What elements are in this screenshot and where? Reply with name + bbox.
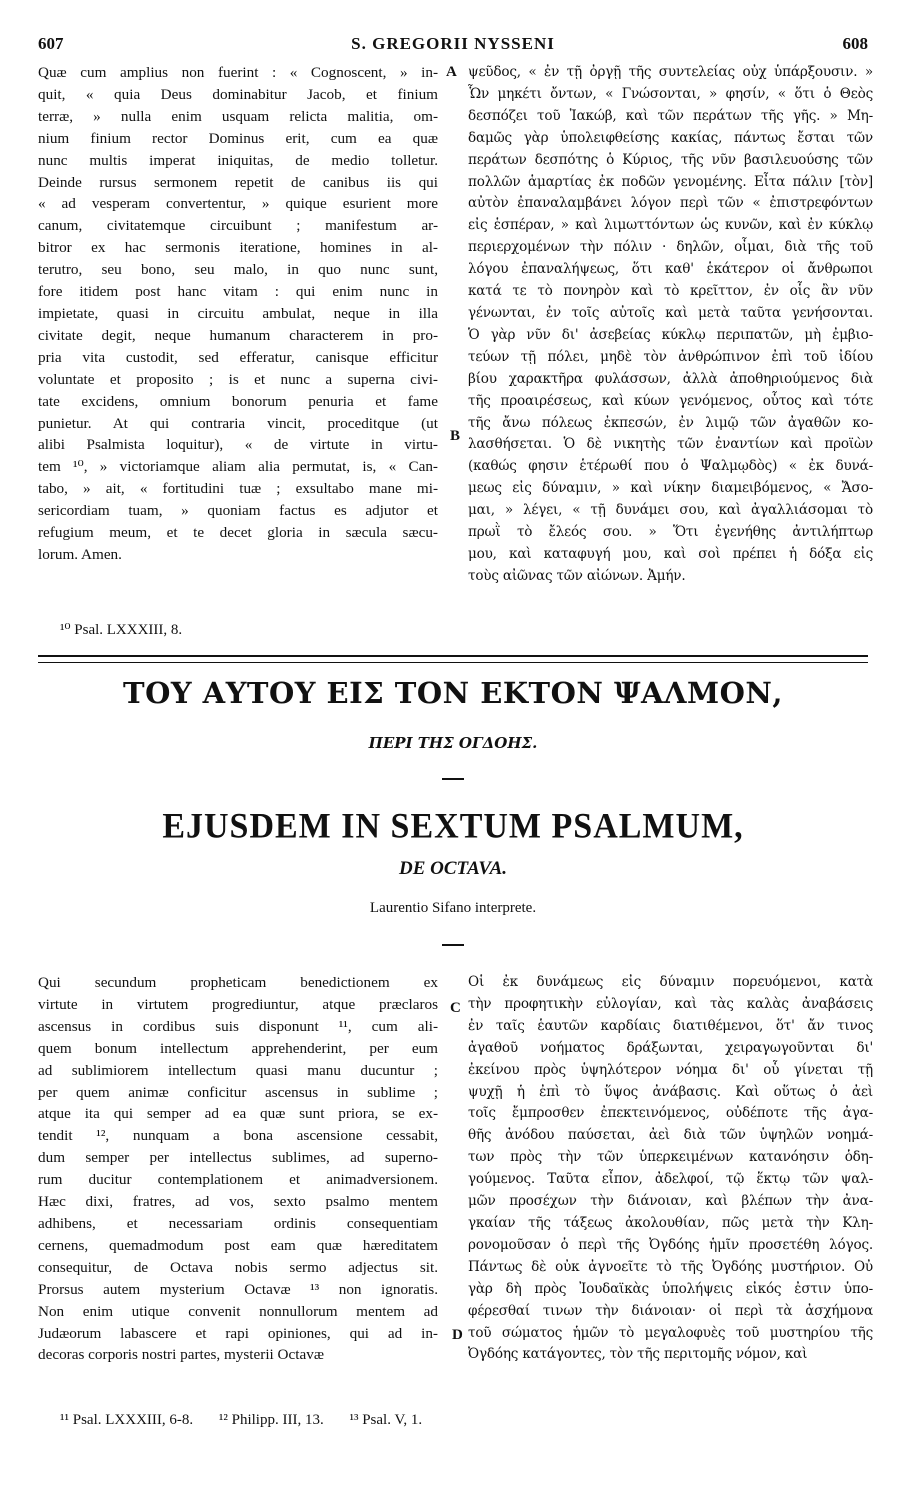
text-line: per quem animæ conficitur ascensus in sublime ; [38, 1083, 438, 1101]
text-line: atque ita qui semper ad ea quæ sunt priora, se ex- [38, 1105, 438, 1123]
text-line: canum, civitatemque circuibunt ; manifestum ar- [38, 217, 438, 235]
text-line: πολλῶν ἁμαρτίας ἐκ ποδῶν γενομένης. Εἶτα πάλιν [τὸν] [468, 173, 873, 190]
bottom-latin-column [38, 972, 438, 1366]
text-line: μεως εἰς δύναμιν, » καὶ νίκην διαμειβόμενος, « Ἄσο- [468, 480, 873, 497]
margin-marker-a: A [446, 64, 457, 80]
text-line: virtute in virtutem progrediuntur, atque præclaros [38, 995, 438, 1013]
text-line: ἀγαθοῦ νοήματος δράξωνται, χειραγωγοῦνται δι' [468, 1039, 873, 1056]
text-line: ψυχῇ ἡ ἐπὶ τὸ ὕψος ἀνάβασις. Καὶ οὕτως ὁ ἀεὶ [468, 1083, 873, 1100]
bottom-footnotes [60, 1412, 444, 1429]
text-line: Πάντως δὲ οὐκ ἀγνοεῖτε τὸ τῆς Ὀγδόης μυστήριον. Οὐ [468, 1258, 873, 1275]
section-subtitle-greek: ΠΕΡΙ ΤΗΣ ΟΓΔΟΗΣ. [368, 734, 538, 752]
text-line: tem ¹⁰, » victoriamque aliam alia permutat, is, « Can- [38, 458, 438, 476]
page-number-right: 608 [842, 34, 868, 53]
running-title: S. GREGORII NYSSENI [351, 34, 555, 53]
text-line: τῆς προαιρέσεως, καὶ κύων γενόμενος, οὗτος καὶ τότε [468, 392, 873, 409]
text-line: nunc multis imperat iniquitas, de medio tolletur. [38, 151, 438, 169]
text-line: adhibens, et necessariam ordinis consequentiam [38, 1214, 438, 1232]
margin-marker-d: D [452, 1327, 463, 1343]
footnote-11: ¹¹ Psal. LXXXIII, 6-8. [60, 1412, 194, 1428]
text-line: βίου χαρακτῆρα φυλάσσων, ἀλλὰ ἀποθηριούμενος διὰ [468, 370, 873, 387]
text-line: Prorsus autem mysterium Octavæ ¹³ non ignoratis. [38, 1280, 438, 1298]
text-line: Judæorum labascere et rapi opiniones, qui ad in- [38, 1324, 438, 1342]
text-line: punietur. At qui contraria vincit, proceditque (ut [38, 414, 438, 432]
text-line: δεσπόζει τοῦ Ἰακώβ, καὶ τῶν περάτων τῆς γῆς. » Μη- [468, 107, 873, 124]
text-line: tendit ¹², nunquam a bona ascensione cessabit, [38, 1127, 438, 1145]
section-title-latin: EJUSDEM IN SEXTUM PSALMUM, [162, 807, 744, 846]
footnote-13: ¹³ Psal. V, 1. [349, 1412, 423, 1428]
text-line: τοὺς αἰῶνας τῶν αἰώνων. Ἀμήν. [468, 567, 686, 584]
top-footnote: ¹⁰ Psal. LXXXIII, 8. [60, 622, 183, 638]
top-greek-column [468, 62, 873, 588]
text-line: cernens, quemadmodum post eam quæ hæreditatem [38, 1236, 438, 1254]
text-line: τοῖς ἔμπροσθεν ἐπεκτεινόμενος, οὐδέποτε τῆς ἀγα- [468, 1105, 873, 1122]
text-line: tate excidens, omnium bonorum penuria et fame [38, 392, 438, 410]
text-line: terræ, » nulla enim usquam relicta malitia, om- [38, 107, 438, 125]
text-line: ρονομοῦσαν ὁ περὶ τῆς Ὀγδόης ἡμῖν προσετέθη λόγος. [468, 1236, 873, 1253]
translator-dash [442, 944, 464, 946]
text-line: rum ducitur contemplationem et animadversionem. [38, 1171, 438, 1189]
text-line: λόγου ἐπαναλήψεως, ὅτι καθ' ἑκάτερον οἱ ἄνθρωποι [468, 261, 873, 278]
text-line: αὐτὸν ἐπαναλαμβάνει λόγον περὶ τῶν « ἐπιστρεφόντων [468, 195, 873, 212]
running-head [38, 34, 868, 58]
translator-credit: Laurentio Sifano interprete. [369, 900, 537, 916]
text-line: terutro, seu bono, seu malo, in quo nunc sunt, [38, 261, 438, 279]
section-subtitle-latin: DE OCTAVA. [398, 858, 508, 879]
text-line: decoras corporis nostri partes, mysterii Octavæ [38, 1346, 324, 1364]
text-line: μαι, » λέγει, « τῇ δυνάμει σου, καὶ ἀγαλλιάσομαι τὸ [468, 502, 873, 519]
text-line: quem bonum intellectum apprehenderint, per eum [38, 1039, 438, 1057]
text-line: περάτων δεσπότης ὁ Κύριος, τῆς νῦν βασιλευούσης τῶν [468, 151, 873, 168]
text-line: civitate degit, neque humanum characterem in pro- [38, 326, 438, 344]
text-line: μου, καὶ καταφυγή μου, καὶ σοὶ πρέπει ἡ δόξα εἰς [468, 545, 873, 562]
text-line: γὰρ δὴ πρὸς Ἰουδαϊκὰς ὑπολήψεις εἰκός ἐστιν ὑπο- [468, 1280, 873, 1297]
text-line: « ad vesperam convertentur, » quique esurient more [38, 195, 438, 213]
text-line: Ὁ γὰρ νῦν δι' ἀσεβείας κύκλῳ περιπατῶν, μὴ ἐμβιο- [468, 326, 873, 343]
text-line: nium finium rector Dominus erit, cum ea quæ [38, 129, 438, 147]
text-line: ad sublimiorem intellectum quasi manu ducuntur ; [38, 1061, 438, 1079]
text-line: Quæ cum amplius non fuerint : « Cognoscent, » in- [38, 64, 438, 81]
text-line: γούμενος. Ταῦτα εἶπον, ἀδελφοί, τῷ ἕκτῳ τῶν ψαλ- [468, 1171, 873, 1188]
text-line: εἰς ἑσπέραν, » καὶ λιμωττόντων ὡς κυνῶν, καὶ ἐν κύκλῳ [468, 217, 873, 234]
text-line: ἐν ταῖς ἑαυτῶν καρδίαις διατιθέμενοι, ὅτ' ἄν τινος [468, 1017, 873, 1034]
text-line: voluntate et proposito ; is et nunc a superna civi- [38, 370, 438, 388]
text-line: dum semper per intellectus sublimes, ad superno- [38, 1149, 438, 1167]
text-line: των πρὸς τὴν τῶν ὑπερκειμένων κατανόησιν ὁδη- [468, 1149, 873, 1166]
text-line: ascensus in cordibus suis disponunt ¹¹, cum ali- [38, 1017, 438, 1035]
text-line: λασθήσεται. Ὁ δὲ νικητὴς τῶν ἐναντίων καὶ προϊὼν [468, 436, 873, 453]
footnote-12: ¹² Philipp. III, 13. [218, 1412, 324, 1428]
text-line: τοῦ σώματος ἡμῶν τὸ μεγαλοφυὲς τοῦ μυστηρίου τῆς [468, 1324, 873, 1341]
text-line: alibi Psalmista loquitur), « de virtute in virtu- [38, 436, 438, 454]
text-line: ψεῦδος, « ἐν τῇ ὀργῇ τῆς συντελείας οὐχ ὑπάρξουσιν. » [468, 64, 873, 80]
text-line: fore itidem post hanc vitam : qui enim nunc in [38, 283, 438, 301]
text-line: Ὧν μηκέτι ὄντων, « Γνώσονται, » φησίν, « ὅτι ὁ Θεὸς [468, 85, 873, 102]
text-line: consequitur, de Octava nobis sermo adjectus sit. [38, 1258, 438, 1276]
text-line: bitror ex hac sermonis iteratione, homines in al- [38, 239, 438, 257]
page-number-left: 607 [38, 34, 64, 53]
text-line: (καθώς φησιν ἑτέρωθί που ὁ Ψαλμῳδὸς) « ἐκ δυνά- [468, 458, 873, 475]
text-line: μῶν προσέχων τὴν διάνοιαν, καὶ βλέπων τὴν ἀνα- [468, 1193, 873, 1210]
text-line: τὴν προφητικὴν εὐλογίαν, καὶ τὰς καλὰς ἀναβάσεις [468, 995, 873, 1012]
margin-marker-b: B [450, 428, 461, 444]
text-line: Ὀγδόης κατάγοντες, τὸν τῆς περιτομῆς νόμον, καὶ [468, 1346, 808, 1363]
bottom-greek-column [468, 972, 873, 1366]
title-dash [442, 778, 464, 780]
text-line: Οἱ ἐκ δυνάμεως εἰς δύναμιν πορευόμενοι, κατὰ [468, 974, 873, 990]
text-line: refugium meum, et te decet gloria in sæcula sæcu- [38, 524, 438, 542]
text-line: τῆς ἄνω πόλεως ἐκπεσών, ἐν λιμῷ τῶν ἀγαθῶν κο- [468, 414, 873, 431]
text-line: pria vita custodit, sed efferatur, canisque efficitur [38, 348, 438, 366]
text-line: tabo, » ait, « fortitudini tuæ ; exsultabo mane mi- [38, 480, 438, 498]
text-line: Deinde rursus sermonem repetit de canibus iis qui [38, 173, 438, 191]
section-divider [38, 655, 868, 663]
text-line: ἐκείνου πρὸς ὑψηλότερον νόημα δι' οὗ γίνεται τῇ [468, 1061, 873, 1078]
text-line: impietate, quasi in circuitu ambulat, neque in illa [38, 304, 438, 322]
text-line: quit, « quia Deus dominabitur Jacob, et finium [38, 85, 438, 103]
text-line: Qui secundum propheticam benedictionem ex [38, 974, 438, 991]
text-line: Non enim utique convenit nonnullorum mentem ad [38, 1302, 438, 1320]
text-line: δαμῶς γὰρ ὑπολειφθείσης κακίας, πάντως ἔσται τῶν [468, 129, 873, 146]
text-line: κατά τε τὸ πονηρὸν καὶ τὸ κρεῖττον, ἐν οἷς ἂν νῦν [468, 283, 873, 300]
text-line: περιερχομένων τὴν πόλιν · δηλῶν, οἶμαι, διὰ τῆς τοῦ [468, 239, 873, 256]
text-line: φέρεσθαί τινων τὴν διάνοιαν· οἱ περὶ τὰ ἀσχήμονα [468, 1302, 873, 1319]
text-line: θῆς ἀνόδου παύσεται, ἀεὶ διὰ τῶν ὑψηλῶν νοημά- [468, 1127, 873, 1144]
margin-marker-c: C [450, 1000, 461, 1016]
top-latin-column [38, 62, 438, 566]
text-line: γένωνται, ἐν τοῖς αὐτοῖς καὶ μετὰ ταῦτα γενήσονται. [468, 304, 873, 321]
section-title-greek: ΤΟΥ ΑΥΤΟΥ ΕΙΣ ΤΟΝ ΕΚΤΟΝ ΨΑΛΜΟΝ, [123, 676, 783, 710]
text-line: sericordiam tuam, » quoniam factus es adjutor et [38, 502, 438, 520]
text-line: γκαίαν τῆς τάξεως ἀκολουθίαν, πῶς μετὰ τὴν Κλη- [468, 1214, 873, 1231]
text-line: τεύων τῇ πόλει, μηδὲ τὸν ἀνθρώπινον ἐπὶ τοῦ ἰδίου [468, 348, 873, 365]
text-line: πρωῒ τὸ ἔλεός σου. » Ὅτι ἐγενήθης ἀντιλήπτωρ [468, 524, 873, 541]
text-line: lorum. Amen. [38, 545, 122, 563]
text-line: Hæc dixi, fratres, ad vos, sexto psalmo mentem [38, 1193, 438, 1211]
